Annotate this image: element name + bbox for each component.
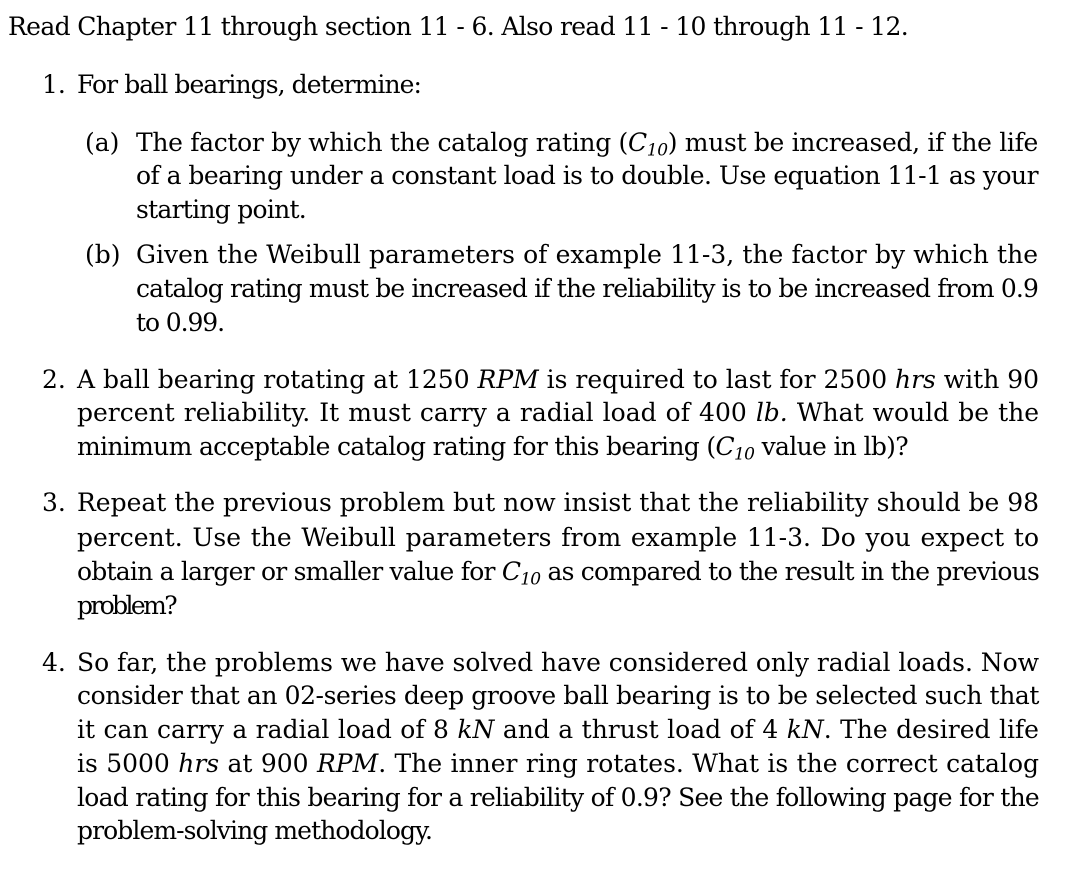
q4-line4: is 5000 hrs at 900 RPM. The inner ring rotates. What is the correct catalog xyxy=(77,749,1040,778)
c10-symbol: $C_{10}$ xyxy=(627,128,668,161)
q3-line3: obtain a larger or smaller value for $C_{10}$ as compared to the result in the previous xyxy=(77,557,1040,590)
q2-line1: A ball bearing rotating at 1250 RPM is required to last for 2500 hrs with 90 xyxy=(77,365,1039,394)
q4-line3: it can carry a radial load of 8 kN and a thrust load of 4 kN. The desired life xyxy=(77,715,1039,744)
q1b-line2: catalog rating must be increased if the reliability is to be increased from 0.9 xyxy=(136,274,1039,303)
q1b-line3: to 0.99. xyxy=(136,308,224,337)
q4-line5: load rating for this bearing for a reliability of 0.9? See the following page for the xyxy=(77,783,1039,812)
c10-symbol: $C_{10}$ xyxy=(715,432,755,465)
q2-number: 2. xyxy=(42,365,66,394)
q1b-label: (b) xyxy=(85,240,121,269)
q3-line2: percent. Use the Weibull parameters from example 11-3. Do you expect to xyxy=(77,523,1039,552)
reading-assignment: Read Chapter 11 through section 11 - 6. Also read 11 - 10 through 11 - 12. xyxy=(8,12,909,41)
q1-text: For ball bearings, determine: xyxy=(77,70,421,99)
q1a-line3: starting point. xyxy=(136,195,306,224)
q4-line6: problem-solving methodology. xyxy=(77,816,432,845)
q1-number: 1. xyxy=(42,70,66,99)
q4-line2: consider that an 02-series deep groove ball bearing is to be selected such that xyxy=(77,681,1039,710)
c10-symbol: $C_{10}$ xyxy=(501,557,541,590)
q3-number: 3. xyxy=(42,488,66,517)
q1a-line1: The factor by which the catalog rating $(C_{10})$ must be increased, if the life xyxy=(136,128,1038,161)
q1a-label: (a) xyxy=(85,128,120,157)
q1b-line1: Given the Weibull parameters of example 11-3, the factor by which the xyxy=(136,240,1038,269)
q3-line4: problem? xyxy=(77,591,175,620)
q1a-line2: of a bearing under a constant load is to double. Use equation 11-1 as your xyxy=(136,161,1039,190)
q3-line1: Repeat the previous problem but now insist that the reliability should be 98 xyxy=(77,488,1039,517)
q4-line1: So far, the problems we have solved have considered only radial loads. Now xyxy=(77,648,1039,677)
q2-line3: minimum acceptable catalog rating for this bearing ($C_{10}$ value in lb)? xyxy=(77,432,909,465)
q4-number: 4. xyxy=(42,648,66,677)
q2-line2: percent reliability. It must carry a radial load of 400 lb. What would be the xyxy=(77,398,1040,427)
